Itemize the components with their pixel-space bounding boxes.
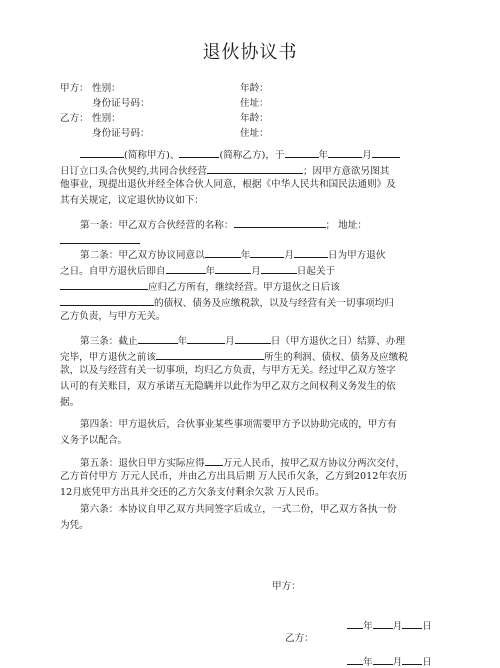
blank-line	[138, 334, 178, 344]
date-month: 月	[392, 621, 403, 632]
blank-line	[60, 280, 148, 290]
clause-1-line-2	[60, 234, 140, 247]
blank-line	[285, 148, 319, 158]
blank-line	[215, 264, 251, 274]
intro-line-1	[80, 148, 400, 161]
blank-line	[328, 148, 362, 158]
clause-3-line-4: 认可的有关账目，双方承诺互无隐瞒并以此作为甲乙双方之间权利义务发生的依	[60, 381, 396, 392]
blank-line	[207, 164, 303, 174]
party-b-address-label: 住址：	[240, 128, 269, 139]
clause-3-text: 第三条：截止	[80, 336, 138, 347]
intro-year: 年	[318, 150, 329, 161]
date-day: 日	[422, 621, 432, 632]
clause-2-text: 日为甲方退伙	[327, 250, 386, 261]
clause-1	[80, 218, 367, 231]
clause-2-line-2	[60, 264, 335, 277]
blank-line	[347, 655, 363, 665]
clause-4-line-2: 义务予以配合。	[60, 435, 128, 446]
party-b-label: 乙方：	[60, 113, 89, 124]
signature-party-b-label: 乙方：	[285, 633, 314, 644]
clause-2-text: 之日。自甲方退伙后即自	[60, 266, 166, 277]
blank-line	[373, 655, 393, 665]
party-b-id-label: 身份证号码：	[92, 128, 150, 139]
clause-6-line-1: 第六条：本协议自甲乙双方共同签字后成立，一式二份，甲乙双方各执一份	[80, 504, 397, 515]
blank-line	[156, 350, 264, 360]
clause-3-text: 完毕，甲方退伙之前该	[60, 352, 156, 363]
clause-2-text: 月	[251, 266, 261, 277]
blank-line	[250, 248, 284, 258]
clause-3-year: 年	[177, 336, 188, 347]
blank-line	[347, 619, 363, 629]
clause-2-text: 日起关于	[296, 266, 336, 277]
date-year: 年	[363, 657, 373, 668]
clause-3-text: 日（甲方退伙之日）结算、办理	[270, 336, 406, 347]
clause-3-line-2	[60, 350, 408, 363]
blank-line	[235, 334, 271, 344]
intro-month: 月	[362, 150, 372, 161]
blank-line	[373, 619, 393, 629]
clause-5-line-2: 乙方首付甲方 万元人民币，并由乙方出具后期 万人民币欠条，乙方到2012年农历	[60, 471, 408, 482]
blank-line	[205, 456, 223, 466]
clause-1-text: 第一条：甲乙双方合伙经营的名称：	[80, 220, 234, 231]
clause-3-line-1	[80, 334, 405, 347]
intro-line-2	[60, 164, 389, 177]
clause-2-line-5: 乙方负责，与甲方无关。	[60, 311, 166, 322]
clause-5-text: 万元人民币，按甲乙双方协议分两次交付，	[222, 458, 405, 469]
blank-line	[372, 148, 400, 158]
party-a-age-label: 年龄：	[240, 83, 269, 94]
blank-line	[402, 655, 422, 665]
clause-2-text: 的债权、债务及应缴税款，以及与经营有关一切事项均归	[154, 298, 394, 309]
date-month: 月	[392, 657, 403, 668]
clause-3-month: 月	[225, 336, 235, 347]
clause-4-line-1: 第四条：甲方退伙后，合伙事业某些事项需要甲方予以协助完成的，甲方有	[80, 419, 397, 430]
blank-line	[261, 264, 297, 274]
blank-line	[187, 334, 225, 344]
blank-line	[179, 148, 219, 158]
clause-5-line-1	[80, 456, 405, 469]
blank-line	[60, 234, 140, 244]
blank-line	[294, 248, 328, 258]
blank-line	[402, 619, 422, 629]
clause-2-line-4	[60, 296, 394, 309]
intro-text: 日订立口头合伙契约,共同合伙经营	[60, 166, 207, 177]
blank-line	[234, 218, 326, 228]
clause-5-line-3: 12月底凭甲方出具并交还的乙方欠条支付剩余欠款 万人民币。	[60, 487, 325, 498]
party-a-label: 甲方：	[60, 83, 89, 94]
date-year: 年	[363, 621, 373, 632]
page-title: 退伙协议书	[202, 42, 298, 63]
intro-line-3: 他事业，现提出退伙并经全体合伙人同意，根据《中华人民共和国民法通则》及	[60, 179, 396, 190]
intro-text: ；因甲方意欲另图其	[302, 166, 390, 177]
clause-2-text: 应归乙方所有，继续经营。甲方退伙之日后该	[148, 282, 340, 293]
clause-5-text: 第五条：退伙日甲方实际应得	[80, 458, 205, 469]
blank-line	[166, 264, 206, 274]
blank-line	[60, 296, 154, 306]
clause-2-line-3	[60, 280, 340, 293]
clause-3-line-5: 据。	[60, 397, 80, 408]
party-a-id-label: 身份证号码：	[92, 98, 150, 109]
signature-party-a-date	[347, 619, 432, 632]
clause-2-line-1	[80, 248, 385, 261]
clause-3-text: 所生的利润、债权、债务及应缴税	[263, 352, 408, 363]
clause-2-text: 第二条：甲乙双方协议同意以	[80, 250, 205, 261]
clause-6-line-2: 为凭。	[60, 520, 89, 531]
clause-1-text: ； 地址：	[325, 220, 367, 231]
intro-party-b-abbr: (简称乙方)，于	[219, 150, 285, 161]
intro-line-4: 其有关规定，议定退伙协议如下：	[60, 195, 204, 206]
blank-line	[80, 148, 124, 158]
party-a-gender-label: 性别：	[92, 83, 121, 94]
clause-3-line-3: 款，以及与经营有关一切事项，均归乙方负责，与甲方无关。经过甲乙双方签字	[60, 365, 396, 376]
clause-2-text: 年	[205, 266, 216, 277]
clause-2-year: 年	[240, 250, 251, 261]
intro-party-a-abbr: (简称甲方)、	[124, 150, 180, 161]
clause-2-month: 月	[284, 250, 294, 261]
signature-party-a-label: 甲方：	[272, 581, 301, 592]
party-b-gender-label: 性别：	[92, 113, 121, 124]
blank-line	[205, 248, 241, 258]
date-day: 日	[422, 657, 432, 668]
party-b-age-label: 年龄：	[240, 113, 269, 124]
party-a-address-label: 住址：	[240, 98, 269, 109]
